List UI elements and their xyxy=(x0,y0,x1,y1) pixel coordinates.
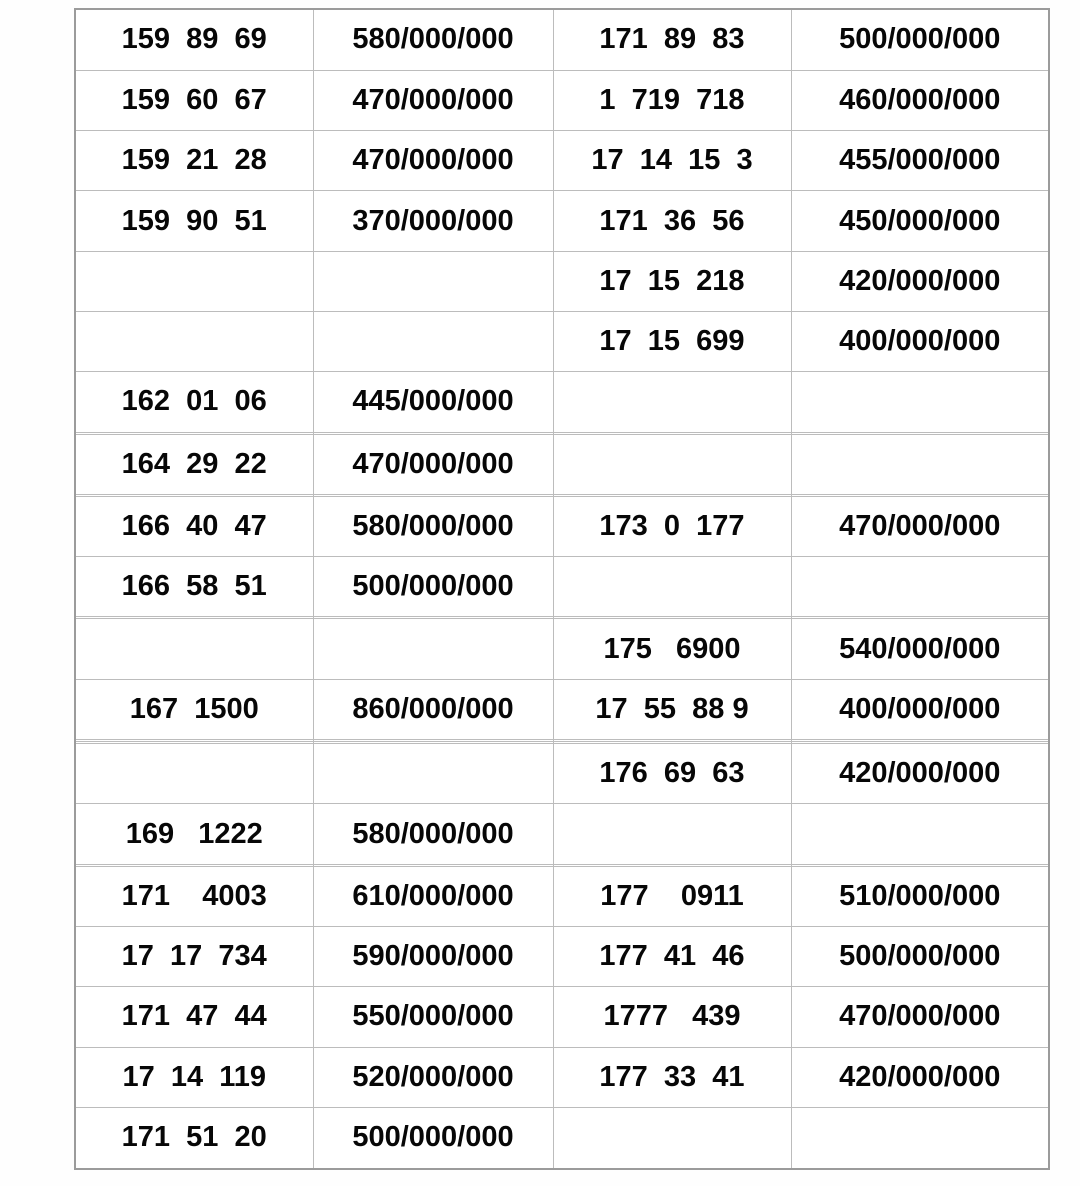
table-row xyxy=(75,9,1049,70)
table-cell-number-right xyxy=(553,434,791,494)
table-cell-price-left xyxy=(313,744,553,804)
table-row xyxy=(75,434,1049,494)
table-cell-price-left: 500/000/000 xyxy=(313,557,553,617)
table-cell-price-left: 470/000/000 xyxy=(313,434,553,494)
table-cell-price-left xyxy=(313,251,553,311)
table-row xyxy=(75,679,1049,739)
table-cell-number-right: 177 41 46 xyxy=(553,926,791,986)
table-cell-number-left: 169 1222 xyxy=(75,804,313,864)
table-cell-number-right xyxy=(553,557,791,617)
table-cell-price-right xyxy=(791,372,1049,432)
table-cell-price-right: 540/000/000 xyxy=(791,619,1049,679)
table-cell-number-left: 159 21 28 xyxy=(75,131,313,191)
table-cell-price-left: 470/000/000 xyxy=(313,70,553,130)
table-cell-number-left xyxy=(75,744,313,804)
table-cell-price-left: 520/000/000 xyxy=(313,1047,553,1107)
table-cell-number-right: 17 55 88 9 xyxy=(553,679,791,739)
table-cell-price-left: 610/000/000 xyxy=(313,866,553,926)
table-cell-price-right xyxy=(791,804,1049,864)
table-row xyxy=(75,619,1049,679)
table-cell-price-left: 590/000/000 xyxy=(313,926,553,986)
table-cell-number-right: 175 6900 xyxy=(553,619,791,679)
table-cell-number-left xyxy=(75,619,313,679)
table-cell-price-right: 510/000/000 xyxy=(791,866,1049,926)
table-row xyxy=(75,804,1049,864)
table-cell-price-right: 460/000/000 xyxy=(791,70,1049,130)
table-row xyxy=(75,372,1049,432)
table-cell-number-left: 17 14 119 xyxy=(75,1047,313,1107)
table-cell-number-left: 166 40 47 xyxy=(75,496,313,556)
table-cell-price-left: 445/000/000 xyxy=(313,372,553,432)
table-cell-number-left: 159 89 69 xyxy=(75,9,313,70)
table-cell-number-right xyxy=(553,372,791,432)
table-cell-number-left: 167 1500 xyxy=(75,679,313,739)
table-row xyxy=(75,926,1049,986)
table-cell-number-right: 177 0911 xyxy=(553,866,791,926)
table-cell-price-left xyxy=(313,312,553,372)
table-cell-price-left: 580/000/000 xyxy=(313,804,553,864)
table-cell-price-right: 500/000/000 xyxy=(791,926,1049,986)
table-cell-price-right: 400/000/000 xyxy=(791,312,1049,372)
table-cell-number-right xyxy=(553,1107,791,1169)
table-cell-price-right: 500/000/000 xyxy=(791,9,1049,70)
table-cell-number-left: 159 90 51 xyxy=(75,191,313,251)
table-cell-price-right: 420/000/000 xyxy=(791,1047,1049,1107)
table-cell-number-left: 164 29 22 xyxy=(75,434,313,494)
table-cell-number-left: 171 51 20 xyxy=(75,1107,313,1169)
table-cell-number-right: 177 33 41 xyxy=(553,1047,791,1107)
table-cell-price-left: 470/000/000 xyxy=(313,131,553,191)
table-row xyxy=(75,1107,1049,1169)
table-cell-number-left xyxy=(75,251,313,311)
table-cell-number-right: 17 15 699 xyxy=(553,312,791,372)
price-table-body xyxy=(75,9,1049,1169)
table-cell-number-left xyxy=(75,312,313,372)
table-cell-price-left: 550/000/000 xyxy=(313,987,553,1047)
table-cell-price-right: 420/000/000 xyxy=(791,251,1049,311)
table-cell-number-left: 171 47 44 xyxy=(75,987,313,1047)
table-cell-number-right: 1777 439 xyxy=(553,987,791,1047)
table-cell-number-right: 176 69 63 xyxy=(553,744,791,804)
table-row xyxy=(75,557,1049,617)
table-cell-price-right xyxy=(791,557,1049,617)
table-cell-number-right: 17 14 15 3 xyxy=(553,131,791,191)
table-cell-price-right: 470/000/000 xyxy=(791,496,1049,556)
table-cell-number-left: 17 17 734 xyxy=(75,926,313,986)
table-cell-price-right: 455/000/000 xyxy=(791,131,1049,191)
price-table xyxy=(74,8,1050,1170)
table-cell-price-left: 580/000/000 xyxy=(313,496,553,556)
table-cell-number-left: 162 01 06 xyxy=(75,372,313,432)
table-cell-price-right: 470/000/000 xyxy=(791,987,1049,1047)
table-cell-number-right: 173 0 177 xyxy=(553,496,791,556)
table-row xyxy=(75,744,1049,804)
table-cell-number-left: 159 60 67 xyxy=(75,70,313,130)
table-cell-number-right: 1 719 718 xyxy=(553,70,791,130)
table-row xyxy=(75,987,1049,1047)
table-cell-price-right xyxy=(791,1107,1049,1169)
table-cell-number-left: 171 4003 xyxy=(75,866,313,926)
table-row xyxy=(75,70,1049,130)
table-cell-number-right: 171 89 83 xyxy=(553,9,791,70)
table-cell-number-right xyxy=(553,804,791,864)
table-cell-price-left: 370/000/000 xyxy=(313,191,553,251)
table-cell-price-right: 400/000/000 xyxy=(791,679,1049,739)
table-cell-price-right: 450/000/000 xyxy=(791,191,1049,251)
table-row xyxy=(75,251,1049,311)
table-cell-price-left xyxy=(313,619,553,679)
table-cell-price-left: 500/000/000 xyxy=(313,1107,553,1169)
table-cell-price-right xyxy=(791,434,1049,494)
table-row xyxy=(75,496,1049,556)
table-cell-price-left: 860/000/000 xyxy=(313,679,553,739)
table-row xyxy=(75,312,1049,372)
table-row xyxy=(75,1047,1049,1107)
table-cell-number-right: 17 15 218 xyxy=(553,251,791,311)
table-row xyxy=(75,866,1049,926)
table-row xyxy=(75,131,1049,191)
table-cell-number-right: 171 36 56 xyxy=(553,191,791,251)
table-cell-price-right: 420/000/000 xyxy=(791,744,1049,804)
table-cell-price-left: 580/000/000 xyxy=(313,9,553,70)
table-cell-number-left: 166 58 51 xyxy=(75,557,313,617)
table-row xyxy=(75,191,1049,251)
